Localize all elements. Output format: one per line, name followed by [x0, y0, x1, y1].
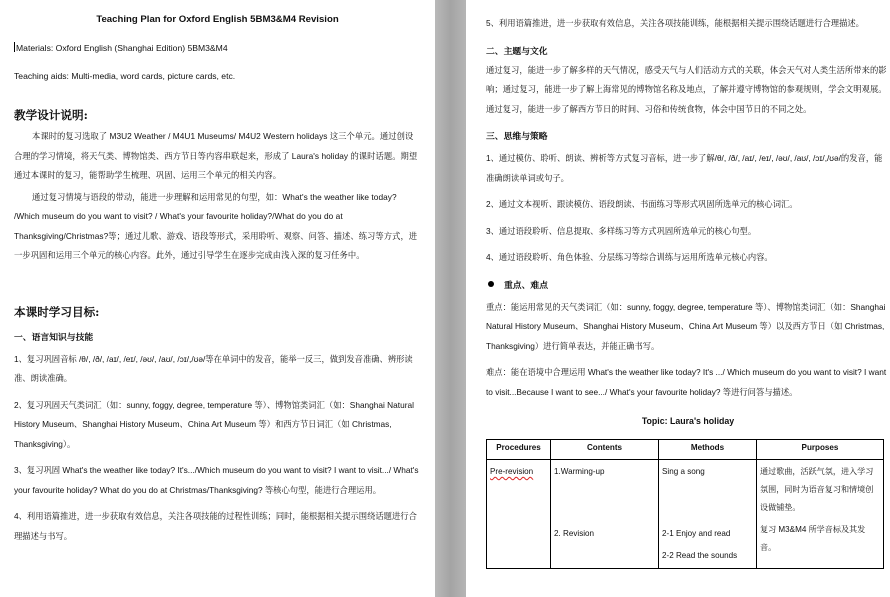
goal-item-3: 3、复习巩固 What's the weather like today? It's.../Which museum do you want to visit? I want to visit.../ What's your favourite holiday? What do you do at Christmas/Thanksgiving? 等核心句型，能进行合理运用。 [14, 465, 419, 495]
document-page-left [0, 0, 435, 597]
goal-item-2: 2、复习巩固天气类词汇（如：sunny, foggy, degree, temperature 等）、博物馆类词汇（如：Shanghai Natural History Museum、Shanghai History Museum、China Art Museum 等）和西方节日词汇（如 Christmas, Thanksgiving）。 [14, 399, 414, 449]
bullet-icon [488, 281, 494, 287]
methods-cell [659, 460, 757, 569]
header-contents: Contents [551, 440, 659, 460]
lesson-procedure-table [486, 439, 884, 569]
content-revision: 2. Revision [554, 529, 595, 538]
goal-item-5: 5、利用语篇推进，进一步获取有效信息，关注各项技能训练，能根据相关提示围绕话题进行合理描述。 [486, 18, 864, 28]
teaching-aids-line: Teaching aids: Multi-media, word cards, picture cards, etc. [14, 71, 236, 81]
difficult-points-paragraph: 难点：能在语境中合理运用 What's the weather like today? It's .../ Which museum do you want to visit? I want to visit...Because I want to see.../ What's your favourite holiday? 等进行问答与描述。 [486, 367, 887, 397]
strategy-item-1: 1、通过模仿、聆听、朗读、辨析等方式复习音标，进一步了解/θ/, /ð/, /aɪ/, /eɪ/, /əʊ/, /aʊ/, /ɔɪ/,/ʊə/的发音，能准确朗读单词或句子。 [486, 153, 883, 183]
goals-heading: 本课时学习目标: [14, 304, 100, 319]
language-skills-heading: 一、语言知识与技能 [14, 331, 94, 342]
text-cursor [14, 42, 15, 52]
content-warming-up: 1.Warming-up [554, 467, 605, 476]
procedure-cell [487, 460, 551, 569]
thinking-heading: 三、思维与策略 [486, 131, 548, 141]
procedure-label: Pre-revision [490, 467, 534, 476]
header-purposes: Purposes [757, 440, 884, 460]
document-title: Teaching Plan for Oxford English 5BM3&M4 Revision [96, 14, 339, 25]
design-paragraph-2: 通过复习情境与语段的带动，能进一步理解和运用常见的句型，如：What's the weather like today? /Which museum do you want to visit? / What's your favourite holiday?/What do you do at Thanksgiving/Christmas?等；通过儿歌、游戏、语段等形式，采用聆听、观察、问答、描述、练习等方式，进一步巩固和运用三个单元的核心内容。此外，通过引导学生在逐步完成由浅入深的复习任务中。 [14, 191, 418, 260]
materials-line[interactable]: Materials: Oxford English (Shanghai Edition) 5BM3&M4 [16, 43, 228, 53]
goal-item-4: 4、利用语篇推进，进一步获取有效信息，关注各项技能的过程性训练；同时，能根据相关提示围绕话题进行合理描述与书写。 [14, 511, 417, 541]
key-points-paragraph: 重点：能运用常见的天气类词汇（如：sunny, foggy, degree, temperature 等）、博物馆类词汇（如：Shanghai Natural History Museum、Shanghai History Museum、China Art Museum 等）以及西方节日（如 Christmas, Thanksgiving）进行简单表达，并能正确书写。 [486, 301, 886, 351]
purpose-revision: 复习 M3&M4 所学音标及其发音。 [760, 525, 866, 552]
topic-title: Topic: Laura's holiday [641, 416, 735, 426]
contents-cell [551, 460, 659, 569]
header-methods: Methods [659, 440, 757, 460]
header-procedures: Procedures [487, 440, 551, 460]
table-header-row [487, 440, 884, 460]
method-enjoy-read: 2-1 Enjoy and read [662, 529, 731, 538]
purposes-cell [757, 460, 884, 569]
strategy-item-3: 3、通过语段聆听、信息提取、多样练习等方式巩固所选单元的核心句型。 [486, 225, 757, 236]
goal-item-1: 1、复习巩固音标 /θ/, /ð/, /aɪ/, /eɪ/, /əʊ/, /aʊ/, /ɔɪ/,/ʊə/等在单词中的发音，能举一反三，做到发音准确、辨形读准、朗读准确。 [14, 353, 413, 383]
page-gutter [435, 0, 466, 597]
theme-paragraph: 通过复习，能进一步了解多样的天气情况，感受天气与人们活动方式的关联，体会天气对人类生活所带来的影响；通过复习，能进一步了解上海常见的博物馆名称及地点，了解并遵守博物馆的参观规则，学会文明观展。通过复习，能进一步了解西方节日的时间、习俗和传统食物，体会中国节日的不同之处。 [486, 64, 887, 114]
theme-heading: 二、主题与文化 [486, 45, 548, 56]
method-read-sounds: 2-2 Read the sounds [662, 551, 738, 560]
strategy-item-2: 2、通过文本视听、跟读模仿、语段朗读、书面练习等形式巩固所选单元的核心词汇。 [486, 199, 798, 209]
document-page-right [466, 0, 890, 597]
design-heading: 教学设计说明: [14, 108, 88, 122]
strategy-item-4: 4、通过语段聆听、角色体验、分层练习等综合训练与运用所选单元核心内容。 [486, 252, 773, 262]
purpose-warming-up: 通过歌曲，活跃气氛，进入学习氛围，同时为语音复习和情境创设做铺垫。 [760, 467, 874, 512]
method-sing-song: Sing a song [662, 467, 705, 476]
key-points-heading: 重点、难点 [486, 278, 890, 291]
design-paragraph-1: 本课时的复习选取了 M3U2 Weather / M4U1 Museums/ M4U2 Western holidays 这三个单元。通过创设合理的学习情境，将天气类、博物馆类、西方节日等内容串联起来，形成了 Laura's holiday 的课时话题。期望通过本课时的复习，能帮助学生梳理、巩固、运用三个单元的相关内容。 [14, 131, 418, 180]
table-row [487, 460, 884, 569]
